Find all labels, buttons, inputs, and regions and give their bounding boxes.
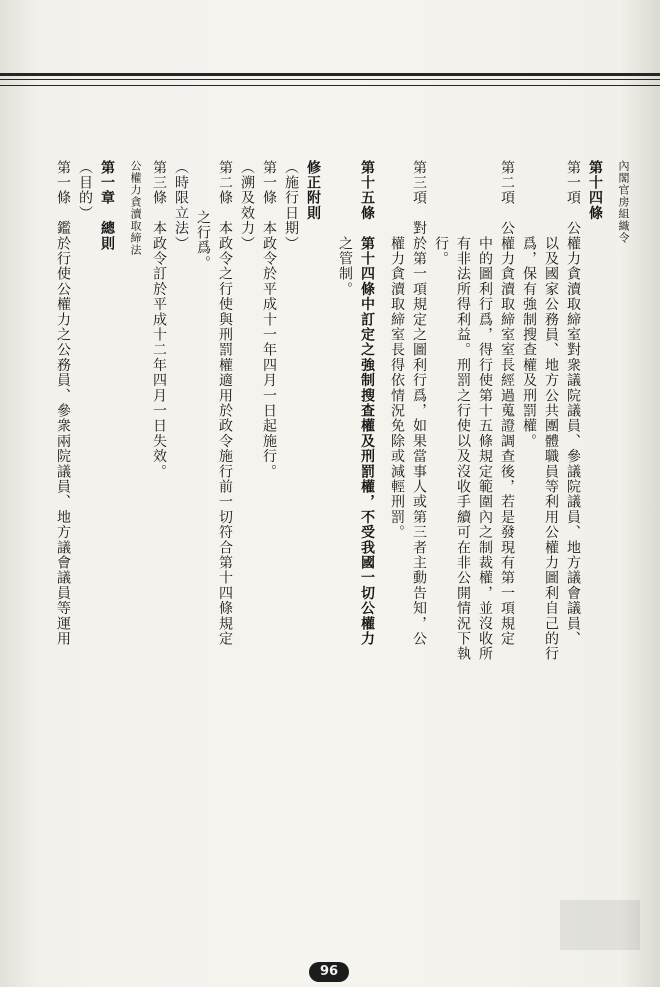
article-14-item-2-cont: 中的圖利行爲，得行使第十五條規定範圍內之制裁權，並沒收所 xyxy=(477,236,493,662)
article-14-item-2-cont-2: 有非法所得利益。刑罰之行使以及沒收手續可在非公開情況下執 xyxy=(455,236,471,662)
law-title: 公權力貪瀆取締法 xyxy=(129,160,142,256)
article-14-item-1-cont: 以及國家公務員、地方公共團體職員等利用公權力圖利自己的行 xyxy=(543,236,559,662)
header-rule-thick xyxy=(0,73,660,76)
article-14-item-2-cont-3: 行。 xyxy=(433,236,449,267)
chapter-1-heading: 第一章 總則 xyxy=(99,160,115,252)
header-rule-thin-2 xyxy=(0,85,660,86)
supp-article-3: 第三條 本政令訂於平成十二年四月一日失效。 xyxy=(151,160,167,480)
supp-article-1: 第一條 本政令於平成十一年四月一日起施行。 xyxy=(261,160,277,480)
subheading-effective-date: （施行日期） xyxy=(283,160,299,252)
subheading-retroactive: （溯及效力） xyxy=(239,160,255,252)
faded-stamp xyxy=(560,900,640,950)
supp-article-2: 第二條 本政令之行使與刑罰權適用於政令施行前一切符合第十四條規定 xyxy=(217,160,233,647)
subheading-purpose: （目的） xyxy=(77,160,93,221)
subheading-time-limit: （時限立法） xyxy=(173,160,189,252)
supp-article-2-cont: 之行爲。 xyxy=(195,210,211,271)
header-rule-thin xyxy=(0,79,660,80)
article-14-item-2: 第二項 公權力貪瀆取締室室長經過蒐證調查後，若是發現有第一項規定 xyxy=(499,160,515,647)
law-article-1: 第一條 鑑於行使公權力之公務員、參衆兩院議員、地方議會議員等運用 xyxy=(55,160,71,647)
article-14-item-1: 第一項 公權力貪瀆取締室對衆議院議員、參議院議員、地方議會議員、 xyxy=(565,160,581,647)
supplementary-heading: 修正附則 xyxy=(305,160,321,221)
article-14-item-3-cont: 權力貪瀆取締室長得依情況免除或減輕刑罰。 xyxy=(389,236,405,540)
article-15-cont: 之管制。 xyxy=(337,236,353,297)
page-number: 96 xyxy=(309,962,349,982)
running-head: 內閣官房組織令 xyxy=(617,160,630,244)
article-14-heading: 第十四條 xyxy=(587,160,603,221)
article-15: 第十五條 第十四條中訂定之強制搜查權及刑罰權，不受我國一切公權力 xyxy=(359,160,375,647)
article-14-item-3: 第三項 對於第一項規定之圖利行爲，如果當事人或第三者主動告知，公 xyxy=(411,160,427,647)
article-14-item-1-cont-2: 爲，保有強制搜查權及刑罰權。 xyxy=(521,236,537,449)
